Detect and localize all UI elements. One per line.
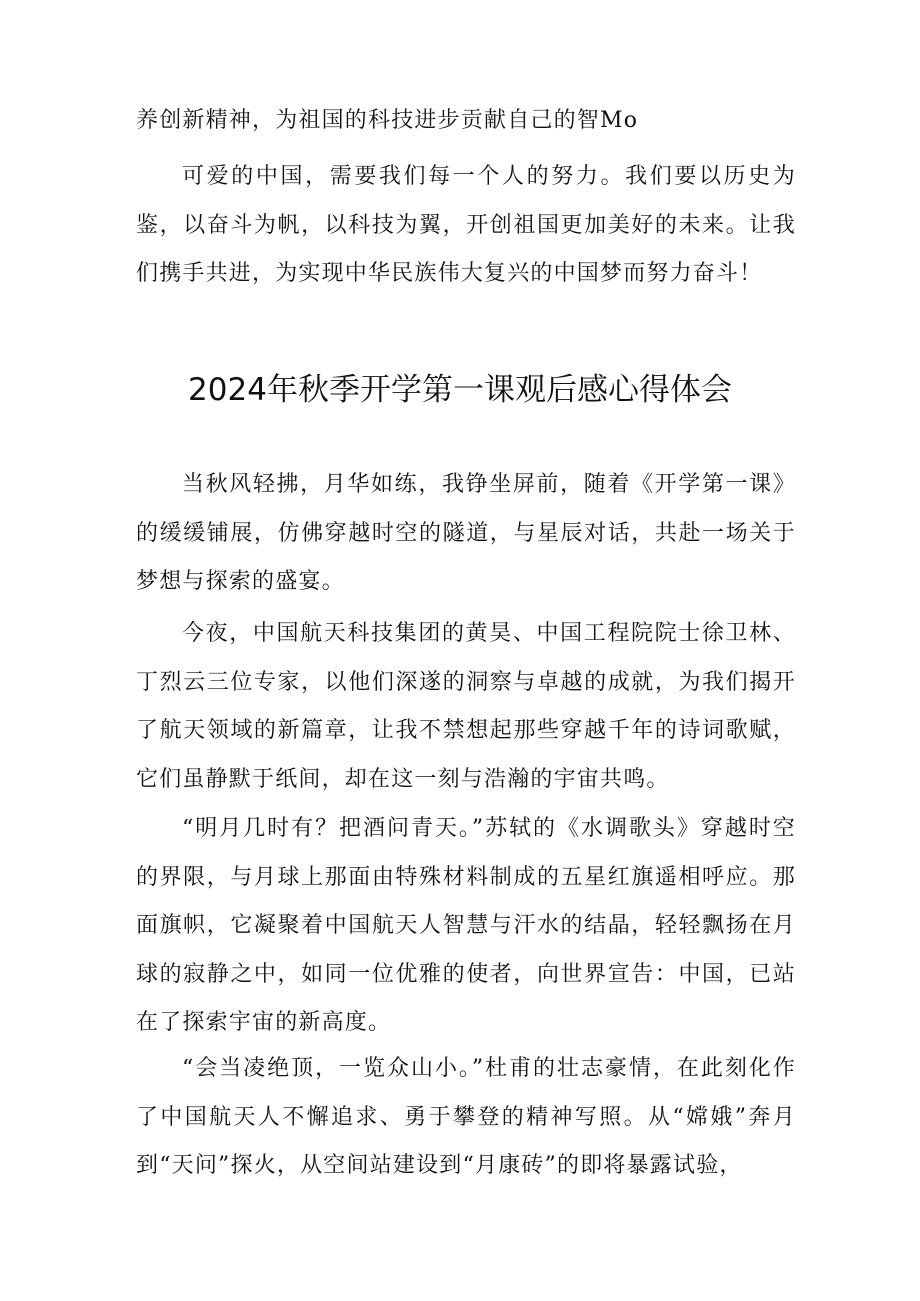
- continuation-line: 养创新精神，为祖国的科技进步贡献自己的智Mo: [136, 108, 639, 133]
- paragraph-experts: 今夜，中国航天科技集团的黄昊、中国工程院院士徐卫林、丁烈云三位专家，以他们深遂的洞察与卓越的成就，为我们揭开了航天领域的新篇章，让我不禁想起那些穿越千年的诗词歌赋，它们虽静默于纸间，却在这一刻与浩瀚的宇宙共鸣。: [136, 621, 796, 792]
- paragraph-autumn-wind: 当秋风轻拂，月华如练，我铮坐屏前，随着《开学第一课》的缓缓铺展，仿佛穿越时空的隧道，与星辰对话，共赴一场关于梦想与探索的盛宴。: [136, 472, 796, 594]
- paragraph-su-shi: “明月几时有？把酒问青天。”苏轼的《水调歌头》穿越时空的界限，与月球上那面由特殊材料制成的五星红旗遥相呼应。那面旗帜，它凝聚着中国航天人智慧与汗水的结晶，轻轻飘扬在月球的寂静之中，如同一位优雅的使者，向世界宣告：中国，已站在了探索宇宙的新高度。: [136, 816, 796, 1035]
- continuation-paragraph: 可爱的中国，需要我们每一个人的努力。我们要以历史为鉴，以奋斗为帆，以科技为翼，开创祖国更加美好的未来。让我们携手共进，为实现中华民族伟大复兴的中国梦而努力奋斗！: [136, 164, 796, 286]
- document-title: 2024年秋季开学第一课观后感心得体会: [188, 372, 732, 408]
- paragraph-du-fu: “会当凌绝顶，一览众山小。”杜甫的壮志豪情，在此刻化作了中国航天人不懈追求、勇于攀登的精神写照。从“嫦娥”奔月到“天问”探火，从空间站建设到“月康砖”的即将暴露试验，: [136, 1056, 796, 1178]
